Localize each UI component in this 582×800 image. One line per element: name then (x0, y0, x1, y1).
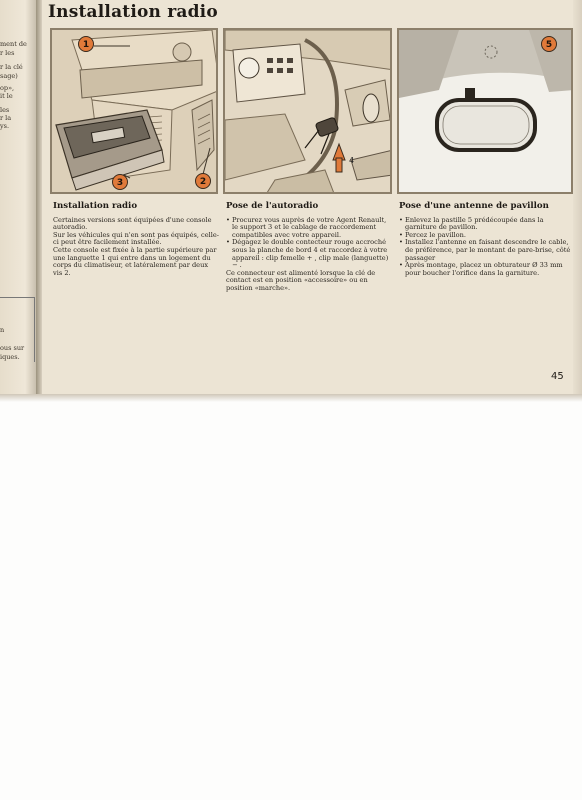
bullet-item: • Enlevez la pastille 5 prédécoupée dans la garniture de pavillon. (399, 217, 575, 232)
section-installation-radio (53, 203, 219, 277)
left-fragment: r la (0, 114, 12, 122)
callout-2: 2 (195, 173, 211, 189)
callout-1: 1 (78, 36, 94, 52)
left-fragment: it le (0, 92, 13, 100)
left-fragment: iques. (0, 353, 20, 361)
left-fragment: r la clé (0, 63, 23, 71)
left-fragment: ys. (0, 122, 10, 130)
callout-5: 5 (541, 36, 557, 52)
left-fragment: ous sur (0, 344, 25, 352)
console-illustration (52, 30, 218, 194)
scan-edge-shadow (0, 394, 582, 402)
label-4: 4 (349, 156, 355, 165)
bullet-list (399, 217, 575, 278)
section-heading: Pose de l'autoradio (226, 201, 319, 211)
left-fragment: ment de (0, 40, 27, 48)
bullet-item: • Après montage, placez un obturateur Ø 33 mm pour boucher l'orifice dans la garniture. (399, 262, 575, 277)
paragraph: Ce connecteur est alimenté lorsque la clé de contact est en position «accessoire» ou en position «marche». (226, 268, 376, 292)
left-fragment: sage) (0, 72, 18, 80)
figure-connector (223, 28, 392, 194)
bullet-item: • Installez l'antenne en faisant descendre le cable, de préférence, par le montant de pare-brise, côté passager (399, 239, 575, 262)
scanned-page (0, 0, 582, 398)
bullet-list (226, 217, 392, 270)
callout-3: 3 (112, 174, 128, 190)
bullet-item: • Dégagez le double contecteur rouge accroché sous la planche de bord 4 et raccordez à votre appareil : clip femelle + , clip male (languette) − . (226, 239, 392, 269)
paragraph: Cette console est fixée à la partie supérieure par une languette 1 qui entre dans un logement du corps du climatiseur, et latéralement par deux vis 2. (53, 245, 217, 277)
figure-roof-antenna (397, 28, 573, 194)
figure-console (50, 28, 218, 194)
left-fragment: r les (0, 49, 15, 57)
section-antenne-pavillon (399, 203, 575, 277)
bullet-item: • Procurez vous auprès de votre Agent Renault, le support 3 et le cablage de raccordement compatibles avec votre appareil. (226, 217, 392, 240)
section-heading: Pose d'une antenne de pavillon (399, 201, 549, 211)
paragraph: Certaines versions sont équipées d'une console autoradio. (53, 215, 212, 232)
section-pose-autoradio (226, 203, 392, 293)
dashboard-illustration (225, 30, 392, 194)
section-heading: Installation radio (53, 201, 138, 211)
bullet-item: • Percez le pavillon. (399, 232, 575, 240)
left-fragment: les (0, 106, 10, 114)
page-number: 45 (551, 371, 564, 382)
book-spine (36, 0, 42, 398)
paragraph: Sur les véhicules qui n'en sont pas équipés, celle-ci peut être facilement installée. (53, 230, 219, 247)
left-fragment: n (0, 326, 5, 334)
page-title: Installation radio (48, 2, 218, 22)
right-page-edge (573, 0, 582, 398)
left-fragment: op», (0, 84, 15, 92)
mirror-illustration (399, 30, 573, 194)
